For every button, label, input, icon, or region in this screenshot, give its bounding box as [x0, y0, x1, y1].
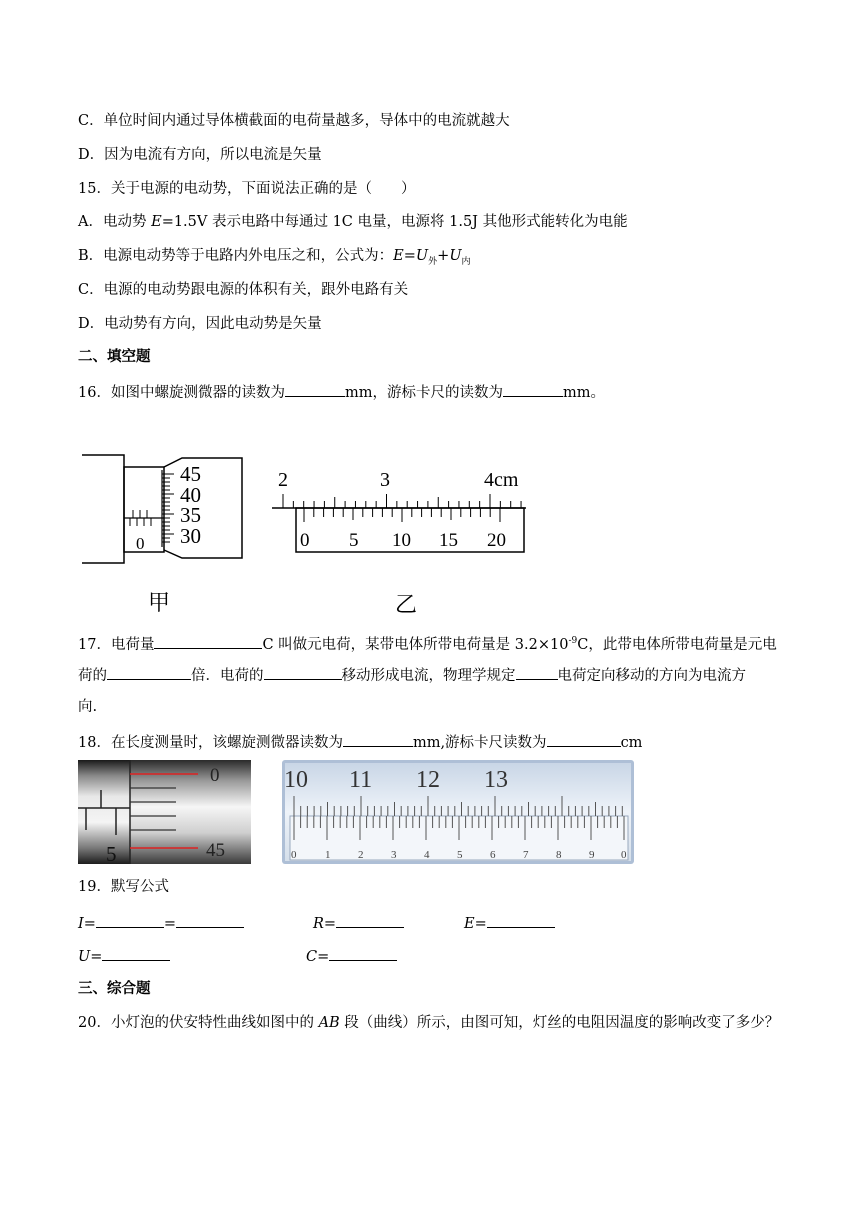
question-18: 18．在长度测量时，该螺旋测微器读数为 mm,游标卡尺读数为 cm	[78, 732, 642, 752]
answer-blank[interactable]	[516, 665, 558, 680]
svg-text:9: 9	[589, 849, 595, 861]
answer-blank[interactable]	[96, 913, 164, 928]
question-17-line3: 向.	[78, 699, 98, 715]
svg-text:15: 15	[439, 530, 458, 551]
answer-blank[interactable]	[503, 382, 563, 397]
answer-blank[interactable]	[343, 732, 413, 747]
svg-text:0: 0	[136, 534, 145, 553]
svg-text:0: 0	[621, 849, 627, 861]
svg-text:10: 10	[392, 530, 411, 551]
micrometer-figure-jia	[82, 452, 247, 567]
figure-caption-jia: 甲	[148, 591, 171, 616]
option-b-15: B．电源电动势等于电路内外电压之和，公式为：$E=U_外+U_内$	[78, 248, 471, 267]
svg-text:20: 20	[487, 530, 506, 551]
question-15: 15．关于电源的电动势，下面说法正确的是（ ）	[78, 181, 416, 197]
svg-text:5: 5	[349, 530, 359, 551]
svg-text:35: 35	[180, 503, 201, 527]
svg-text:45: 45	[180, 462, 201, 486]
svg-text:1: 1	[325, 849, 331, 861]
answer-blank[interactable]	[547, 732, 621, 747]
answer-blank[interactable]	[329, 946, 397, 961]
svg-text:0: 0	[210, 765, 220, 786]
svg-text:5: 5	[457, 849, 463, 861]
vernier-caliper-figure-yi	[268, 462, 530, 560]
answer-blank[interactable]	[264, 665, 342, 680]
svg-text:4cm: 4cm	[484, 469, 519, 491]
svg-text:3: 3	[391, 849, 397, 861]
answer-blank[interactable]	[107, 665, 191, 680]
answer-blank[interactable]	[285, 382, 345, 397]
formula-U: U=	[78, 946, 170, 966]
svg-text:2: 2	[358, 849, 364, 861]
question-20: 20．小灯泡的伏安特性曲线如图中的 AB 段（曲线）所示，由图可知，灯丝的电阻因温度的影响改变了多少？	[78, 1015, 780, 1031]
svg-text:40: 40	[180, 483, 201, 507]
section-comprehensive-heading: 三、综合题	[78, 980, 151, 997]
question-17-line1: 17．电荷量 C 叫做元电荷，某带电体所带电荷量是 $3.2\times 10^{-9}C$，此带电体所带电荷量是元电	[78, 632, 777, 654]
svg-text:13: 13	[484, 767, 508, 793]
question-17-line2: 荷的 倍．电荷的 移动形成电流，物理学规定 电荷定向移动的方向为电流方	[78, 665, 746, 685]
svg-text:10: 10	[284, 767, 308, 793]
option-c-14: C．单位时间内通过导体横截面的电荷量越多，导体中的电流就越大	[78, 113, 510, 129]
svg-text:4: 4	[424, 849, 430, 861]
svg-text:0: 0	[291, 849, 297, 861]
vernier-caliper-photo-18	[282, 760, 634, 864]
option-a-15: A．电动势 E=1.5V 表示电路中每通过 1C 电量，电源将 1.5J 其他形式能转化为电能	[78, 214, 628, 230]
svg-text:11: 11	[349, 767, 373, 793]
formula-R: R=	[313, 913, 404, 933]
question-19: 19．默写公式	[78, 879, 169, 895]
answer-blank[interactable]	[336, 913, 404, 928]
svg-text:7: 7	[523, 849, 529, 861]
svg-text:45: 45	[206, 840, 225, 861]
svg-text:12: 12	[416, 767, 440, 793]
answer-blank[interactable]	[176, 913, 244, 928]
question-16: 16．如图中螺旋测微器的读数为 mm，游标卡尺的读数为 mm。	[78, 382, 605, 402]
formula-E: E=	[464, 913, 555, 933]
option-c-15: C．电源的电动势跟电源的体积有关，跟外电路有关	[78, 282, 409, 298]
svg-text:2: 2	[278, 469, 288, 491]
svg-text:0: 0	[300, 530, 310, 551]
option-d-15: D．电动势有方向，因此电动势是矢量	[78, 316, 322, 332]
figure-caption-yi: 乙	[395, 593, 418, 618]
section-fill-blank-heading: 二、填空题	[78, 348, 151, 365]
svg-text:3: 3	[380, 469, 390, 491]
formula-C: C=	[306, 946, 397, 966]
svg-text:6: 6	[490, 849, 496, 861]
svg-text:30: 30	[180, 524, 201, 548]
answer-blank[interactable]	[154, 634, 262, 649]
answer-blank[interactable]	[487, 913, 555, 928]
svg-text:8: 8	[556, 849, 562, 861]
svg-text:5: 5	[106, 842, 117, 864]
answer-blank[interactable]	[102, 946, 170, 961]
option-d-14: D．因为电流有方向，所以电流是矢量	[78, 147, 322, 163]
formula-I: I= =	[78, 913, 244, 933]
micrometer-photo-18	[78, 760, 251, 864]
